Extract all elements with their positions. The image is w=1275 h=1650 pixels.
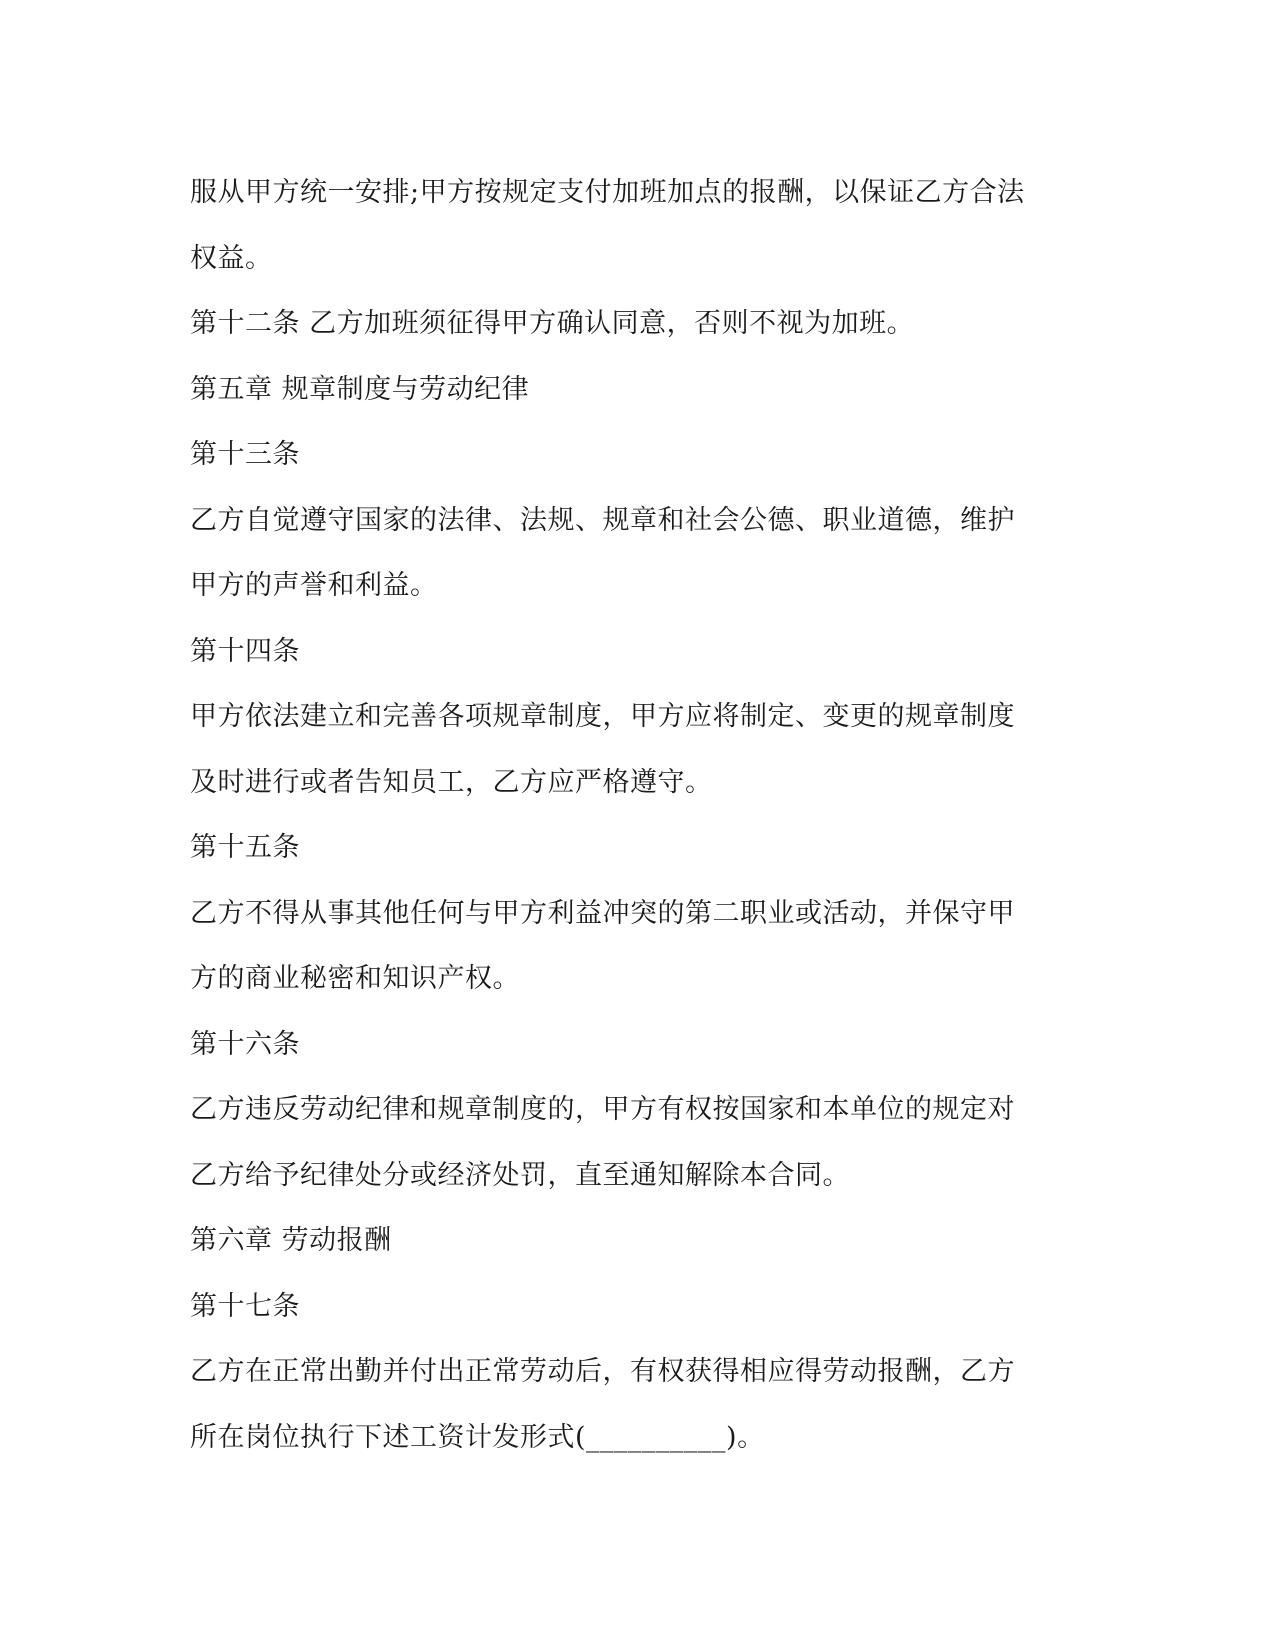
text-line: 乙方不得从事其他任何与甲方利益冲突的第二职业或活动，并保守甲: [190, 897, 1015, 929]
article-12: 第十二条 乙方加班须征得甲方确认同意，否则不视为加班。: [190, 308, 915, 339]
text-line: 乙方自觉遵守国家的法律、法规、规章和社会公德、职业道德，维护: [190, 504, 1015, 536]
text-line: 甲方依法建立和完善各项规章制度，甲方应将制定、变更的规章制度: [190, 701, 1015, 732]
article-13-heading: 第十三条: [190, 439, 300, 470]
text-line: 及时进行或者告知员工，乙方应严格遵守。: [190, 766, 713, 798]
chapter-5-heading: 第五章 规章制度与劳动纪律: [190, 373, 530, 405]
article-17-heading: 第十七条: [190, 1290, 300, 1322]
text-line: 乙方违反劳动纪律和规章制度的，甲方有权按国家和本单位的规定对: [190, 1094, 1015, 1125]
text-line: 所在岗位执行下述工资计发形式(__________)。: [190, 1421, 765, 1453]
text-line: 乙方在正常出勤并付出正常劳动后，有权获得相应得劳动报酬，乙方: [190, 1356, 1015, 1387]
text-line: 甲方的声誉和利益。: [190, 570, 438, 601]
chapter-6-heading: 第六章 劳动报酬: [190, 1225, 392, 1256]
text-line: 服从甲方统一安排;甲方按规定支付加班加点的报酬，以保证乙方合法: [190, 177, 1025, 208]
text-line: 方的商业秘密和知识产权。: [190, 963, 520, 994]
text-line: 权益。: [190, 242, 273, 274]
document-body: [190, 160, 1090, 1470]
article-15-heading: 第十五条: [190, 832, 300, 863]
article-16-heading: 第十六条: [190, 1028, 300, 1060]
article-14-heading: 第十四条: [190, 635, 300, 667]
text-line: 乙方给予纪律处分或经济处罚，直至通知解除本合同。: [190, 1159, 850, 1191]
